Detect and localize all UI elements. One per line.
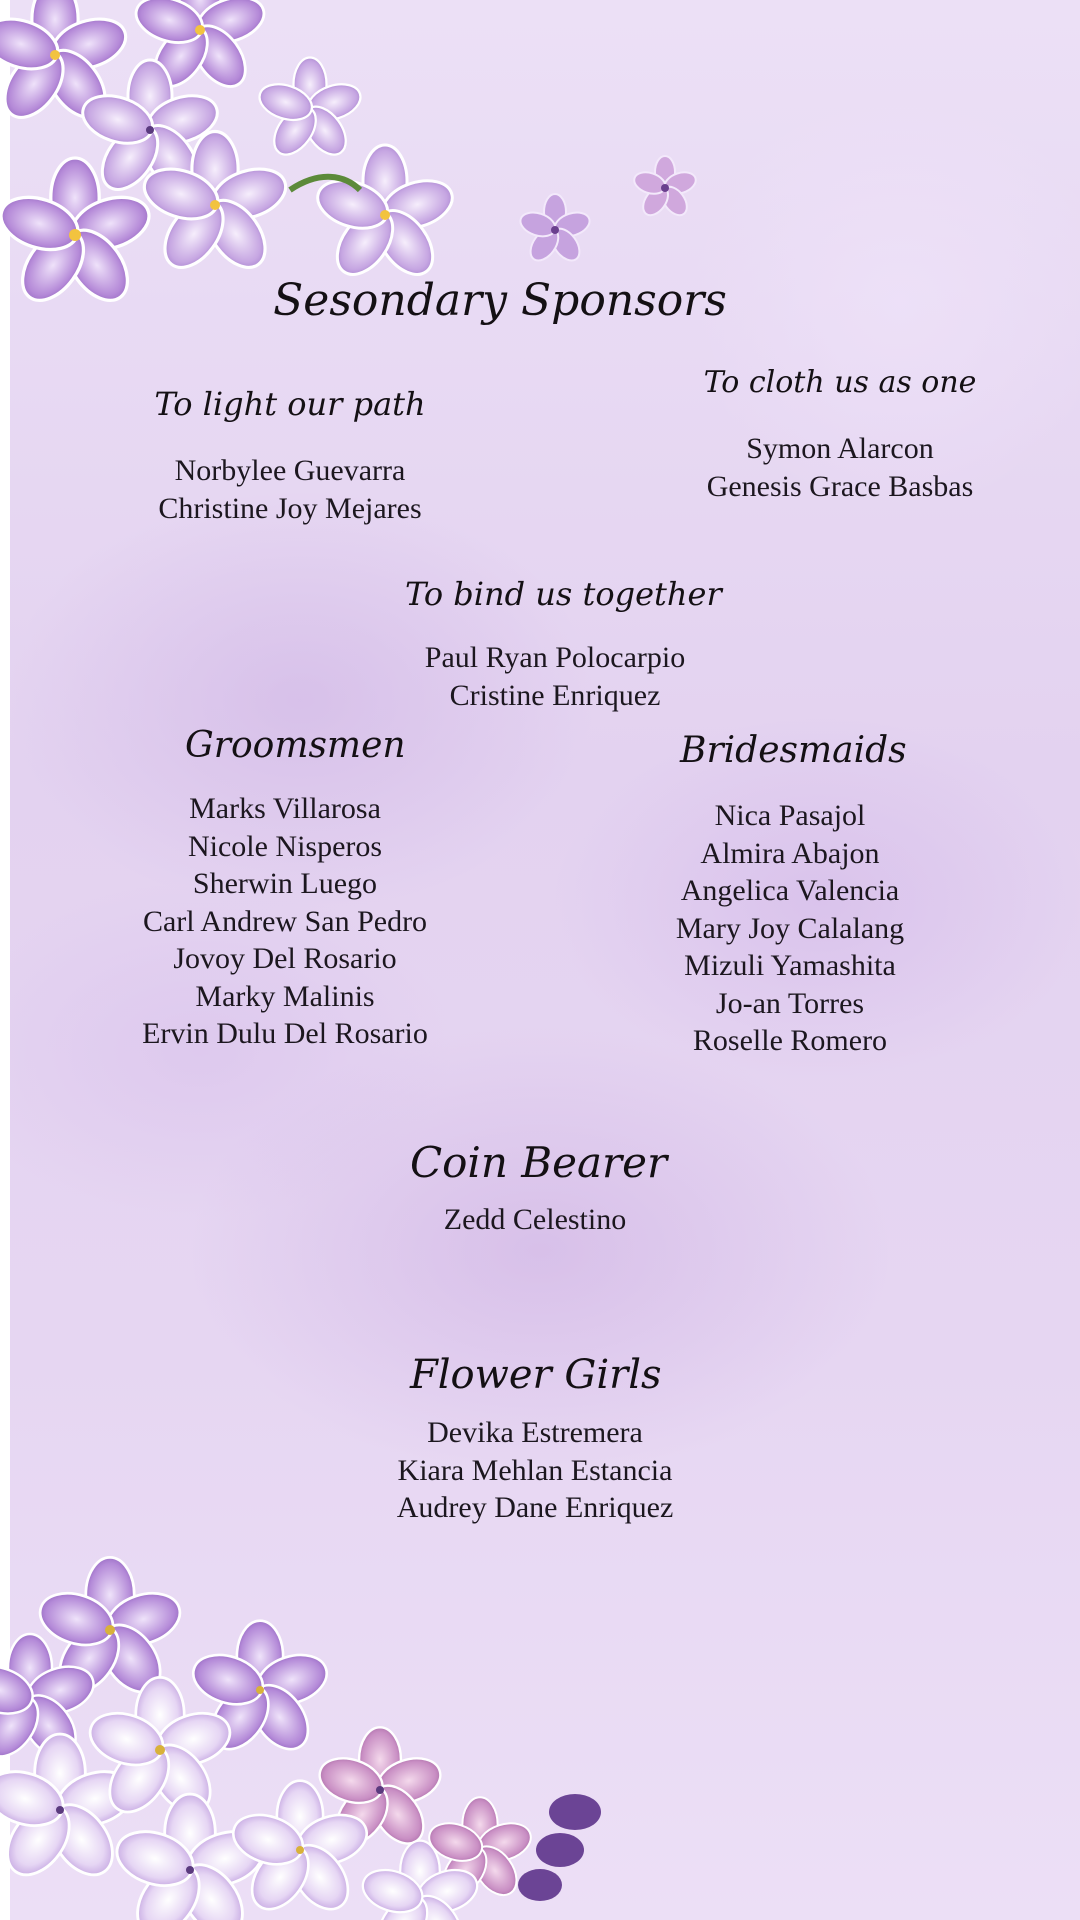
list-item: Cristine Enriquez — [449, 678, 661, 712]
list-item: Paul Ryan Polocarpio — [424, 641, 686, 674]
page-title: Sesondary Sponsors — [273, 275, 727, 326]
list-item: Kiara Mehlan Estancia — [397, 1453, 673, 1487]
list-item: Almira Abajon — [700, 836, 880, 870]
small-blossom-icon — [625, 148, 705, 228]
name-list-coin — [385, 1201, 685, 1239]
section-heading-groomsmen: Groomsmen — [185, 725, 406, 766]
list-item: Christine Joy Mejares — [158, 491, 422, 525]
list-item: Marks Villarosa — [189, 792, 381, 825]
list-item: Marky Malinis — [195, 979, 375, 1013]
small-blossom-icon — [510, 185, 600, 275]
name-list-bridesmaids — [620, 797, 960, 1060]
list-item: Angelica Valencia — [680, 874, 900, 907]
section-heading-bridesmaids: Bridesmaids — [680, 730, 907, 771]
list-item: Ervin Dulu Del Rosario — [142, 1017, 428, 1050]
list-item: Jovoy Del Rosario — [173, 942, 397, 975]
list-item: Roselle Romero — [692, 1024, 888, 1057]
list-item: Jo-an Torres — [715, 986, 865, 1020]
list-item: Mary Joy Calalang — [675, 911, 905, 945]
name-list-cloth — [665, 430, 1015, 505]
list-item: Sherwin Luego — [192, 867, 378, 900]
name-list-groomsmen — [100, 790, 470, 1053]
section-heading-coin: Coin Bearer — [410, 1138, 668, 1187]
section-heading-bind: To bind us together — [405, 575, 722, 613]
list-item: Mizuli Yamashita — [684, 949, 896, 982]
list-item: Symon Alarcon — [746, 432, 934, 465]
name-list-bind — [375, 639, 735, 714]
section-heading-cloth: To cloth us as one — [703, 365, 977, 400]
list-item: Genesis Grace Basbas — [706, 469, 974, 503]
list-item: Zedd Celestino — [443, 1203, 627, 1236]
list-item: Devika Estremera — [427, 1416, 643, 1449]
list-item: Audrey Dane Enriquez — [396, 1491, 674, 1524]
list-item: Carl Andrew San Pedro — [142, 904, 428, 938]
lilac-flower-cluster-icon — [0, 1550, 620, 1920]
name-list-flower — [365, 1414, 705, 1527]
section-heading-light: To light our path — [154, 385, 426, 423]
list-item: Nicole Nisperos — [187, 829, 383, 863]
list-item: Norbylee Guevarra — [174, 454, 406, 487]
list-item: Nica Pasajol — [714, 799, 866, 832]
section-heading-flower: Flower Girls — [410, 1352, 662, 1398]
name-list-light — [110, 452, 470, 527]
